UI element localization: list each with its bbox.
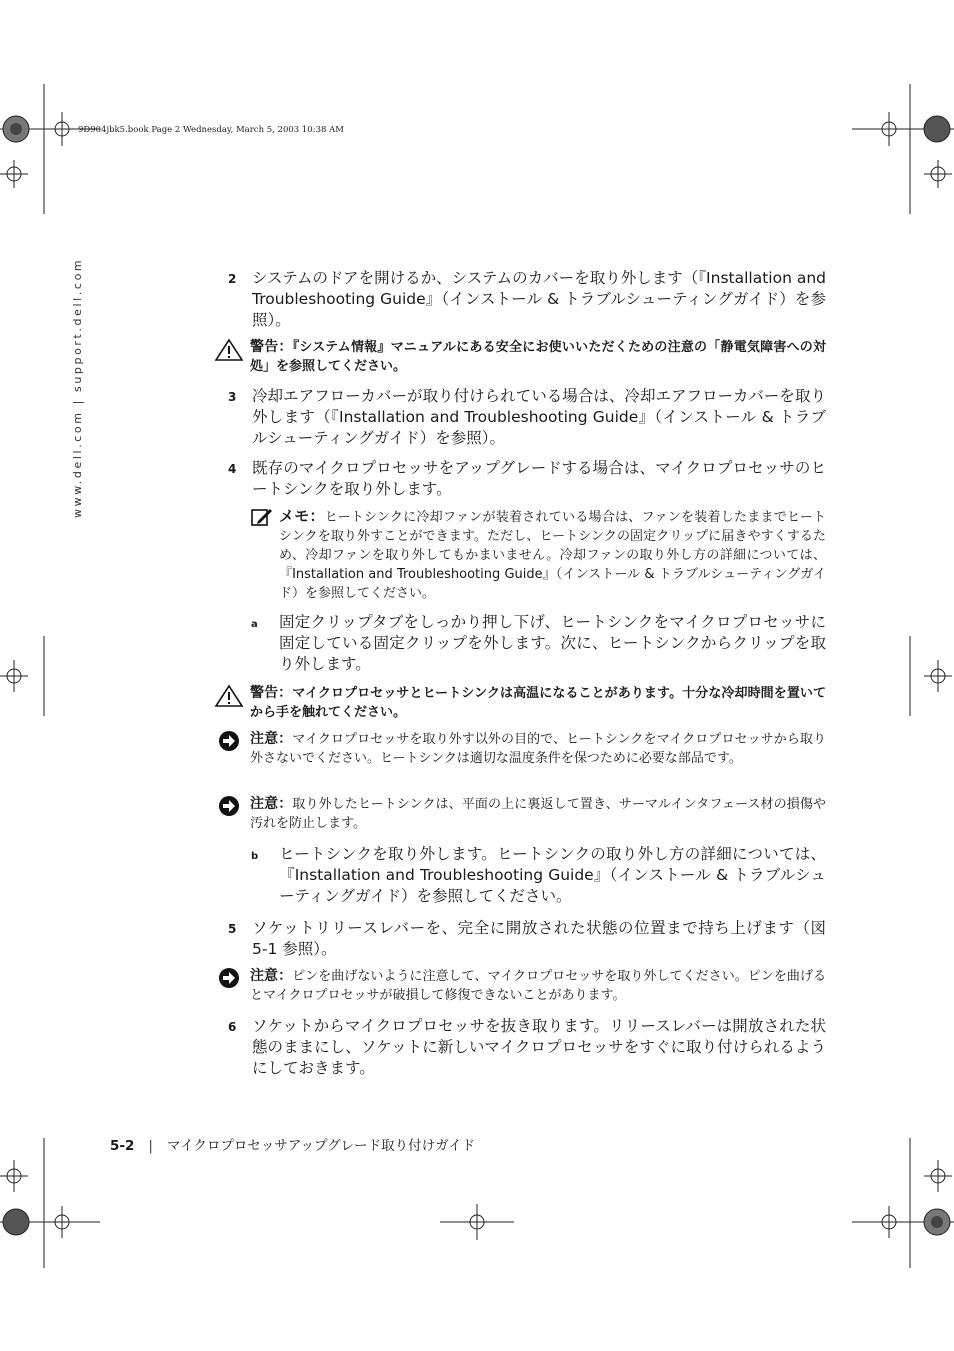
- step-number: 3: [228, 390, 237, 404]
- step-2: [228, 268, 826, 331]
- step-text: 冷却エアフローカバーが取り付けられている場合は、冷却エアフローカバーを取り外します（『Installation and Troubleshooting Guide』（インストール & トラブルシューティングガイド）を参照）。: [252, 387, 826, 447]
- warning-triangle-icon: [214, 684, 244, 708]
- step-number: 2: [228, 272, 237, 286]
- warning-notice: [214, 684, 826, 722]
- print-header: 9D904jbk5.book Page 2 Wednesday, March 5, 2003 10:38 AM: [78, 125, 344, 135]
- sidebar-url-text: www.dell.com | support.dell.com: [71, 257, 84, 518]
- pencil-note-icon: [251, 507, 273, 527]
- warning-text: 『システム情報』マニュアルにある安全にお使いいただくための注意の「静電気障害への対処」を参照してください。: [250, 340, 826, 374]
- caution-text: 取り外したヒートシンクは、平面の上に裏返して置き、サーマルインタフェース材の損傷や汚れを防止します。: [250, 797, 827, 831]
- step-3: [228, 386, 826, 449]
- memo-text: ヒートシンクに冷却ファンが装着されている場合は、ファンを装着したままでヒートシンクを取り外すことができます。ただし、ヒートシンクの固定クリップに届きやすくするため、冷却ファンを取り外してもかまいません。冷却ファンの取り外し方の詳細については、『Installation and Troubleshooting Guide』（インストール & トラブルシューティングガイド）を参照してください。: [279, 510, 826, 601]
- step-number: 6: [228, 1020, 237, 1034]
- footer-separator: |: [148, 1138, 153, 1154]
- caution-text: マイクロプロセッサを取り外す以外の目的で、ヒートシンクをマイクロプロセッサから取り外さないでください。ヒートシンクは適切な温度条件を保つために必要な部品です。: [250, 732, 826, 766]
- warning-text: マイクロプロセッサとヒートシンクは高温になることがあります。十分な冷却時間を置いてから手を触れてください。: [250, 686, 827, 720]
- caution-notice: [214, 795, 826, 833]
- caution-label: 注意：: [250, 796, 293, 812]
- caution-notice: [214, 967, 826, 1005]
- footer-title: マイクロプロセッサアップグレード取り付けガイド: [166, 1138, 476, 1154]
- warning-notice: [214, 338, 826, 376]
- caution-text: ピンを曲げないように注意して、マイクロプロセッサを取り外してください。ピンを曲げるとマイクロプロセッサが破損して修復できないことがあります。: [250, 969, 826, 1003]
- memo-notice: [251, 507, 826, 603]
- caution-label: 注意：: [250, 731, 293, 747]
- caution-arrow-icon: [214, 967, 244, 991]
- step-text: ソケットからマイクロプロセッサを抜き取ります。リリースレバーは開放された状態のままにし、ソケットに新しいマイクロプロセッサをすぐに取り付けられるようにしておきます。: [252, 1017, 826, 1077]
- substep-letter: a: [251, 619, 258, 630]
- step-text: システムのドアを開けるか、システムのカバーを取り外します（『Installation and Troubleshooting Guide』（インストール & トラブルシューティングガイド）を参照）。: [252, 269, 826, 329]
- substep-text: ヒートシンクを取り外します。ヒートシンクの取り外し方の詳細については、『Installation and Troubleshooting Guide』（インストール & トラブルシューティングガイド）を参照してください。: [279, 845, 826, 905]
- step-text: ソケットリリースレバーを、完全に開放された状態の位置まで持ち上げます（図 5-1 参照）。: [252, 919, 826, 958]
- caution-arrow-icon: [214, 795, 244, 819]
- step-number: 5: [228, 922, 237, 936]
- page-footer: [110, 1134, 475, 1154]
- warning-triangle-icon: [214, 338, 244, 362]
- caution-label: 注意：: [250, 968, 293, 984]
- substep-text: 固定クリップタブをしっかり押し下げ、ヒートシンクをマイクロプロセッサに固定している固定クリップを外します。次に、ヒートシンクからクリップを取り外します。: [279, 613, 826, 673]
- step-6: [228, 1016, 826, 1079]
- page-number: 5-2: [110, 1138, 135, 1154]
- warning-label: 警告：: [250, 339, 293, 355]
- caution-notice: [214, 730, 826, 768]
- step-5: [228, 918, 826, 960]
- substep-b: [251, 844, 826, 907]
- step-number: 4: [228, 462, 237, 476]
- substep-letter: b: [251, 851, 259, 862]
- warning-label: 警告：: [250, 685, 293, 701]
- step-4: [228, 458, 826, 500]
- caution-arrow-icon: [214, 730, 244, 754]
- substep-a: [251, 612, 826, 675]
- step-text: 既存のマイクロプロセッサをアップグレードする場合は、マイクロプロセッサのヒートシンクを取り外します。: [252, 459, 826, 498]
- sidebar-url: [71, 257, 87, 522]
- memo-label: メモ：: [279, 507, 325, 525]
